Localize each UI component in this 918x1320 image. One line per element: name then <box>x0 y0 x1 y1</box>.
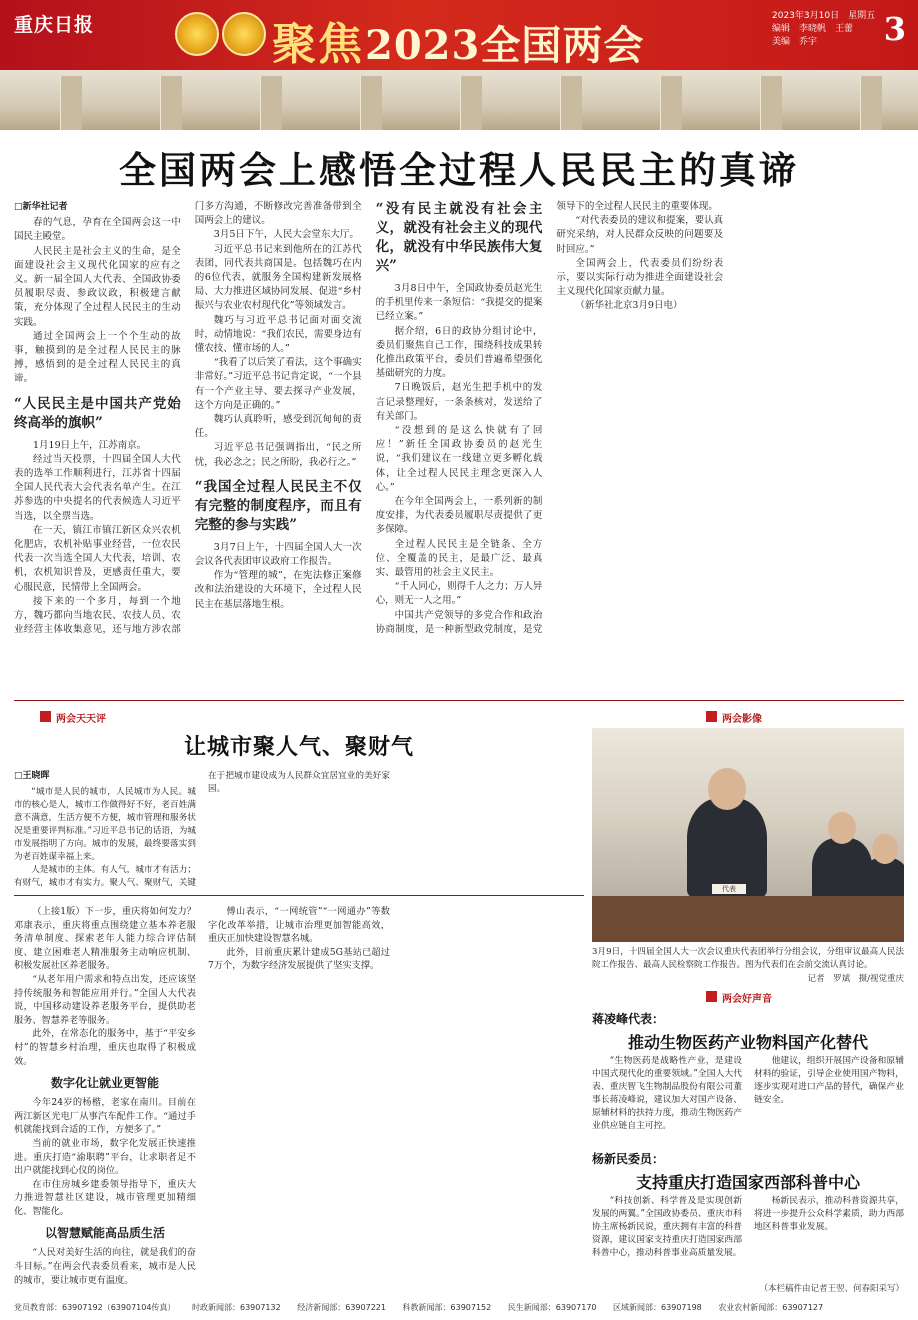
page-number: 3 <box>883 10 906 48</box>
page-headline: 全国两会上感悟全过程人民民主的真谛 <box>119 148 799 192</box>
section-divider <box>14 700 904 701</box>
article-paragraph: 通过全国两会上一个个生动的故事，触摸到的是全过程人民民主的脉搏，感悟到的是全过程人民民主的真谛。 <box>14 330 181 385</box>
commentary-byline: □王晓晖 <box>14 771 50 781</box>
member-quote-title: 支持重庆打造国家西部科普中心 <box>635 1173 860 1192</box>
article-paragraph: “对代表委员的建议和提案，要认真研究采纳，对人民群众反映的问题要及时回应。” <box>556 215 724 255</box>
news-paragraph: 傅山表示，“一网统管”“一网通办”等数字化改革举措，让城市治理更加智能高效，重庆正加快建设智慧名城。 <box>208 906 390 945</box>
article-paragraph: 经过当天投票，十四届全国人大代表的选举工作顺利进行，江苏省十四届全国人民代表大会代表名单产生。在江苏参选的中央提名的代表候选人习近平当选，以全票当选。 <box>14 453 181 522</box>
commentary-lead: “城市是人民的城市，人民城市为人民。城市的核心是人，城市工作做得好不好，老百姓满意不满意，生活方便不方便，城市管理和服务状况是重要评判标准。”习近平总书记的话语，为城市发展指明了方向。城市的发展，最终要落实到为老百姓谋幸福上来。 <box>14 786 196 862</box>
article-paragraph: 春的气息，孕育在全国两会这一中国民主殿堂。 <box>14 217 181 243</box>
national-emblem-icon <box>175 12 219 56</box>
newspaper-logo: 重庆日报 <box>14 14 95 36</box>
article-paragraph: 在一天，镇江市镇江新区众兴农机化肥店，农机补贴事业经营，一位农民代表一次当选全国人大代表，培训、农机，农机知识普及，更感责任重大，要心服民意，民情带上全国两会。 <box>14 524 181 593</box>
column-tag-voices: 两会好声音 <box>706 990 772 1005</box>
footer-contact: 区域新闻部：63907198 <box>613 1303 702 1312</box>
delegate-name: 蒋凌峰代表： <box>592 1012 665 1026</box>
article-paragraph: 魏巧与习近平总书记面对面交流时，动情地说：“我们农民，需要身边有懂农技、懂市场的人。” <box>194 314 362 355</box>
article-paragraph: 全过程人民民主是全链条、全方位、全覆盖的民主，是最广泛、最真实、最管用的社会主义民主。 <box>375 538 543 579</box>
masthead-title: 2023全国两会 <box>365 22 645 69</box>
commentary-paragraph: 人是城市的主体。有人气，城市才有活力；有财气，城市才有实力。聚人气、聚财气，关键在于把城市建设成为人民群众宜居宜业的美好家园。 <box>14 771 390 888</box>
commentary-divider <box>14 895 584 896</box>
member-name: 杨新民委员： <box>592 1152 665 1166</box>
issue-date: 2023年3月10日 星期五 <box>772 11 876 21</box>
news-paragraph: “人民对美好生活的向往，就是我们的奋斗目标。”在两会代表委员看来，城市是人民的城市，要让城市更有温度。 <box>14 1247 196 1286</box>
member-quote-text <box>592 1195 904 1279</box>
article-paragraph: 1月19日上午，江苏南京。 <box>33 439 147 451</box>
news-paragraph: 今年24岁的杨楷，老家在南川。目前在两江新区光电厂从事汽车配件工作。“通过手机就能找到合适的工作，方便多了。” <box>14 1097 196 1136</box>
article-byline: □新华社记者 <box>14 202 68 212</box>
article-paragraph: 7日晚饭后，赵光生把手机中的发言记录整理好，一条条核对，发送给了有关部门。 <box>375 382 543 422</box>
footer-contact: 时政新闻部：63907132 <box>191 1303 281 1312</box>
article-paragraph: 3月5日下午，人民大会堂东大厅。 <box>213 229 359 241</box>
editor-credit: 编辑 李晓帆 王蕾 <box>772 24 854 34</box>
delegate-nameplate: 代表 <box>712 884 746 894</box>
masthead-tag: 聚焦 <box>272 19 364 70</box>
article-paragraph: 在今年全国两会上，一系列新的制度安排，为代表委员履职尽责提供了更多保障。 <box>375 496 543 536</box>
quote-paragraph: 他建议，组织开展国产设备和原辅材料的验证，引导企业使用国产物料，逐步实现对进口产品的替代，确保产业链安全。 <box>754 1056 904 1105</box>
photo-caption <box>592 946 904 986</box>
cppcc-emblem-icon <box>222 12 266 56</box>
photo-credit: 记者 罗斌 摄/视觉重庆 <box>807 974 904 984</box>
article-paragraph: 3月7日上午，十四届全国人大一次会议各代表团审议政府工作报告。 <box>194 541 362 568</box>
lower-news-article <box>14 905 584 1295</box>
news-subheading: 以智慧赋能高品质生活 <box>44 1226 165 1241</box>
footer-contact: 民生新闻部：63907170 <box>507 1303 597 1312</box>
photo-caption-text: 3月9日，十四届全国人大一次会议重庆代表团举行分组会议，分组审议最高人民法院工作报告、最高人民检察院工作报告。图为代表们在会前交流认真讨论。 <box>592 947 904 970</box>
article-paragraph: 习近平总书记来到他所在的江苏代表团，同代表共商国是。包括魏巧在内的6位代表，就服务全国构建新发展格局、大力推进区域协同发展、促进“乡村振兴与农业农村现代化”等领域发言。 <box>194 243 362 312</box>
delegate-quote-title: 推动生物医药产业物料国产化替代 <box>627 1033 868 1052</box>
article-paragraph: 作为“管理的城”，在宪法修正案修改和法治建设的大环境下，全过程人民民主在基层落地生根。 <box>194 570 362 610</box>
article-paragraph: 3月8日中午，全国政协委员赵光生的手机里传来一条短信：“我提交的提案已经立案。” <box>375 283 543 323</box>
news-paragraph: （上接1版）下一步，重庆将如何发力？邓康表示，重庆将重点围绕建立基本养老服务清单制度、探索老年人能力综合评估制度、建立困难老人精准服务主动响应机制、积极发展社区养老服务。 <box>14 906 196 972</box>
main-article <box>14 200 904 638</box>
footer-contact: 科教新闻部：63907152 <box>402 1303 492 1312</box>
article-paragraph: 习近平总书记强调指出，“民之所忧，我必念之；民之所盼，我必行之。” <box>194 442 362 468</box>
section-heading: “我国全过程人民民主不仅有完整的制度程序，而且有完整的参与实践” <box>194 478 362 533</box>
article-paragraph: “我看了以后笑了看法，这个事确实非常好。”习近平总书记肯定说，“一个县有一个产业主导、要去探寻产业发展，这个方向是正确的。” <box>194 357 362 411</box>
article-paragraph: 据介绍，6日的政协分组讨论中，委员们聚焦自己工作，围绕科技成果转化推出政策平台，委员们普遍希望强化基础研究的力度。 <box>375 325 543 380</box>
news-paragraph: 在市住房城乡建委领导指导下，重庆大力推进智慧社区建设，城市管理更加精细化、智能化。 <box>14 1178 196 1217</box>
news-paragraph: 当前的就业市场，数字化发展正快速推进。重庆打造“渝职聘”平台，让求职者足不出户就能找到心仪的岗位。 <box>14 1137 196 1177</box>
news-subheading: 数字化让就业更智能 <box>50 1076 159 1091</box>
column-tag-photo: 两会影像 <box>706 710 762 725</box>
footer-contact: 党员教育部：63907192（63907104传真） <box>14 1303 176 1312</box>
commentary-lead-block <box>14 770 584 890</box>
art-credit: 美编 乔宇 <box>772 37 818 47</box>
footer-contact: 经济新闻部：63907221 <box>297 1303 386 1312</box>
quote-paragraph: 杨新民表示，推动科普资源共享，将进一步提升公众科学素质，助力西部地区科普事业发展。 <box>754 1196 904 1232</box>
article-paragraph: “没想到的是这么快就有了回应！”新任全国政协委员的赵光生说，“我们建议在一线建立更多孵化载体，让全过程人民民主理念更深入人心。” <box>375 425 543 493</box>
article-dateline: （新华社北京3月9日电） <box>575 300 683 312</box>
article-paragraph: 接下来的一个多月，每到一个地方，魏巧都向当地农民、农技人员、农业经营主体收集意见，还与地方涉农部门多方沟通，不断修改完善准备带到全国两会上的建议。 <box>14 201 362 636</box>
footer-contact: 农业农村新闻部：63907127 <box>718 1303 824 1312</box>
commentary-headline: 让城市聚人气、聚财气 <box>183 734 414 760</box>
section-heading: “人民民主是中国共产党始终高举的旗帜” <box>14 395 181 431</box>
article-paragraph: 全国两会上，代表委员们纷纷表示，要以实际行动为推进全面建设社会主义现代化国家贡献力量。 <box>556 257 724 298</box>
section-heading: “没有民主就没有社会主义，就没有社会主义的现代化，就没有中华民族伟大复兴” <box>375 201 543 274</box>
column-tag-commentary: 两会天天评 <box>40 710 106 725</box>
masthead-banner <box>0 0 918 70</box>
delegation-meeting-photo <box>592 728 904 942</box>
great-hall-banner-image <box>0 70 918 130</box>
article-paragraph: 人民民主是社会主义的生命，是全面建设社会主义现代化国家的应有之义。新一届全国人大代表、全国政协委员履职尽责、参政议政，积极建言献策，充分体现了全过程人民民主的生动实践。 <box>14 245 181 328</box>
news-paragraph: 此外，目前重庆累计建成5G基站已超过7万个，为数字经济发展提供了坚实支撑。 <box>208 946 390 972</box>
page-footer <box>14 1302 904 1313</box>
article-paragraph: “千人同心，则得千人之力；万人异心，则无一人之用。” <box>375 581 543 607</box>
news-paragraph: 此外，在常态化的服务中，基于“平安乡村”的智慧乡村治理，重庆也取得了积极成效。 <box>14 1028 196 1067</box>
article-paragraph: 魏巧认真聆听，感受到沉甸甸的责任。 <box>194 414 362 440</box>
delegate-quote-text <box>592 1055 904 1139</box>
quote-paragraph: “科技创新、科学普及是实现创新发展的两翼。”全国政协委员、重庆市科协主席杨新民说，重庆拥有丰富的科普资源，建议国家支持重庆打造国家西部科普中心，推动科普事业高质量发展。 <box>592 1196 742 1258</box>
news-paragraph: “从老年用户需求和特点出发，还应该坚持传统服务和智能应用并行。”全国人大代表说，中国移动建设养老服务平台，提供助老服务、智慧养老等服务。 <box>14 973 196 1026</box>
quote-paragraph: “生物医药是战略性产业，是建设中国式现代化的重要领域。”全国人大代表、重庆智飞生物制品股份有限公司董事长蒋凌峰说，建议加大对国产设备、原辅材料的扶持力度，推动生物医药产业供应链自主可控。 <box>592 1056 742 1131</box>
masthead-info <box>772 10 875 49</box>
article-paragraph: 中国共产党领导的多党合作和政治协商制度，是一种新型政党制度，是党领导下的全过程人民民主的重要体现。 <box>375 201 718 635</box>
quotes-credit: （本栏稿件由记者王翌、何春阳采写） <box>759 1284 904 1294</box>
